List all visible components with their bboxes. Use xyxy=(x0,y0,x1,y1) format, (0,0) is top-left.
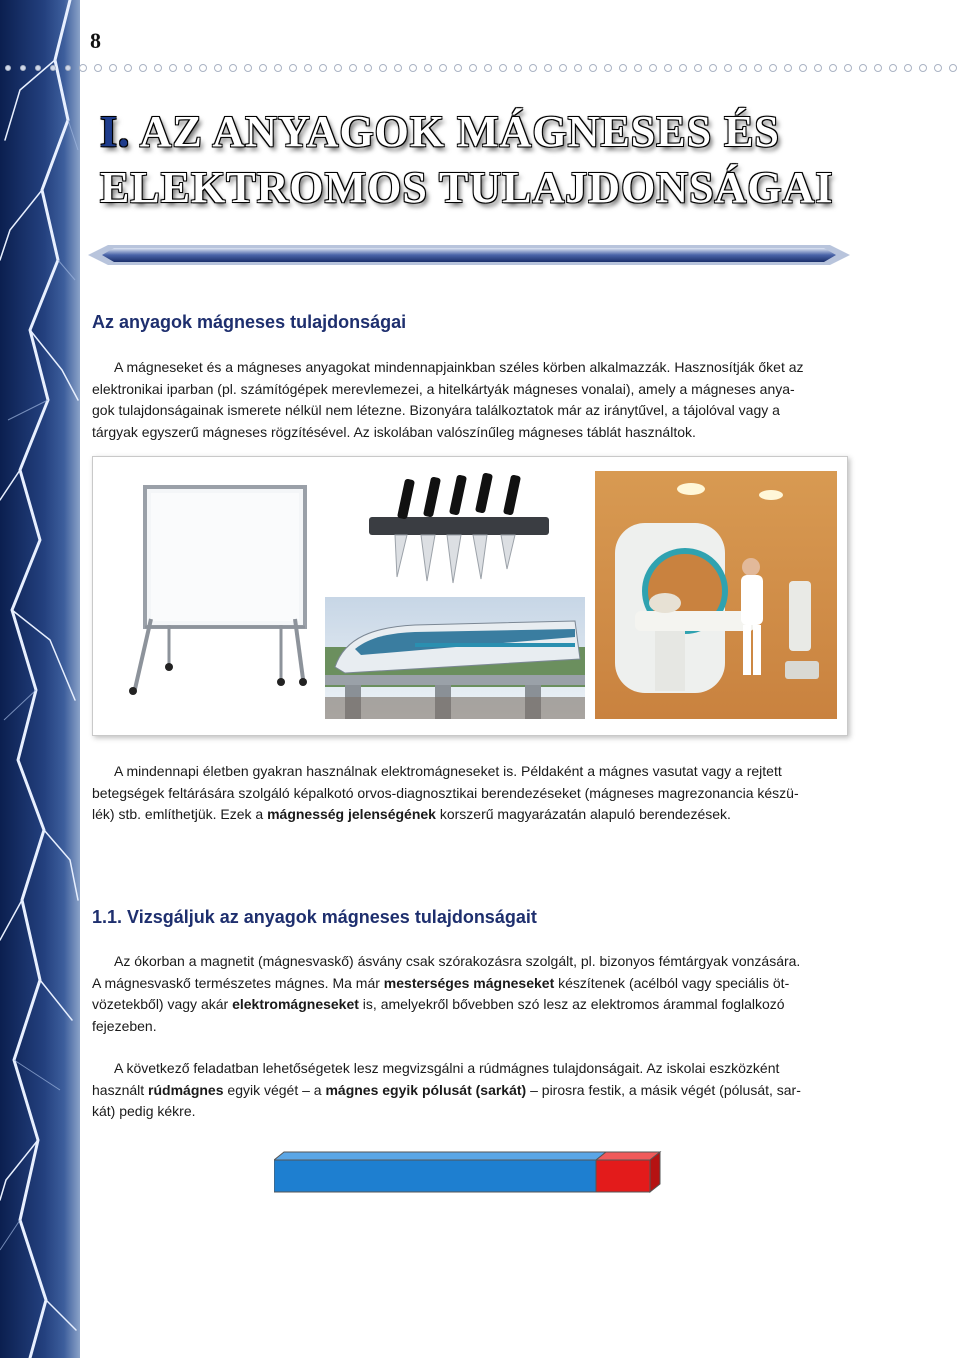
divider-dot xyxy=(455,65,462,72)
lightning-sidebar xyxy=(0,0,80,1358)
intro-line: A mágneseket és a mágneses anyagokat mindennapjainkban széles körben alkalmazzák. Hasznosítják őket az xyxy=(114,359,804,375)
divider-dot xyxy=(935,65,942,72)
lodestone-paragraph xyxy=(92,951,846,1037)
train-photo xyxy=(325,597,585,719)
divider-dot xyxy=(530,65,537,72)
title-underline-bar xyxy=(88,242,850,268)
photo-collage xyxy=(92,456,848,736)
divider-dot xyxy=(350,65,357,72)
bold-term-electromagnets: elektromágneseket xyxy=(232,996,359,1012)
bold-term-artificial-magnets: mesterséges mágneseket xyxy=(383,974,555,991)
divider-dot xyxy=(425,65,432,72)
bar-magnet-line: kát) pedig kékre. xyxy=(92,1103,196,1119)
bar-magnet-red-end xyxy=(596,1152,660,1192)
divider-dot xyxy=(710,65,717,72)
divider-dot xyxy=(275,65,282,72)
divider-dot xyxy=(515,65,522,72)
lodestone-line: fejezeben. xyxy=(92,1017,157,1034)
divider-dot xyxy=(575,65,582,72)
divider-dot xyxy=(66,66,71,71)
divider-dot xyxy=(815,65,822,72)
electromagnet-line-text: korszerű magyarázatán alapuló berendezések. xyxy=(435,806,731,822)
divider-dot xyxy=(950,65,957,72)
section-heading-1-1: 1.1. Vizsgáljuk az anyagok mágneses tulajdonságait xyxy=(92,907,537,927)
divider-dot xyxy=(320,65,327,72)
divider-dot xyxy=(230,65,237,72)
divider-dot xyxy=(125,65,132,72)
divider-dot xyxy=(410,65,417,72)
divider-dot xyxy=(485,65,492,72)
divider-dot xyxy=(785,65,792,72)
divider-dot xyxy=(905,65,912,72)
bar-magnet-line: A következő feladatban lehetőségetek lesz megvizsgálni a rúdmágnes tulajdonságait. Az iskolai eszközként xyxy=(114,1060,780,1076)
bold-term-bar-magnet: rúdmágnes xyxy=(148,1081,224,1098)
divider-dot xyxy=(305,65,312,72)
divider-dot xyxy=(170,65,177,72)
chapter-title-line1: AZ ANYAGOK MÁGNESES ÉS xyxy=(139,107,780,156)
divider-dot xyxy=(680,65,687,72)
divider-dot xyxy=(845,65,852,72)
divider-dot xyxy=(755,65,762,72)
divider-dot xyxy=(440,65,447,72)
divider-dot xyxy=(36,66,41,71)
divider-dot xyxy=(800,65,807,72)
divider-dot xyxy=(725,65,732,72)
bar-magnet-paragraph xyxy=(92,1058,846,1123)
divider-dot xyxy=(635,65,642,72)
divider-dot xyxy=(560,65,567,72)
intro-line: elektronikai iparban (pl. számítógépek merevlemezei, a hitelkártyák mágneses vonalai), amely a mágneses anya- xyxy=(92,380,795,397)
divider-dot xyxy=(470,65,477,72)
divider-dot xyxy=(770,65,777,72)
chapter-number: I. xyxy=(100,107,131,156)
divider-dot xyxy=(500,65,507,72)
whiteboard-photo xyxy=(105,479,315,709)
divider-dot xyxy=(245,65,252,72)
divider-dot xyxy=(380,65,387,72)
intro-paragraph xyxy=(92,357,846,443)
divider-dot xyxy=(920,65,927,72)
divider-dot xyxy=(860,65,867,72)
electromagnet-line: A mindennapi életben gyakran használnak elektromágneseket is. Példaként a mágnes vasutat vagy a rejtett xyxy=(114,763,782,779)
divider-dot xyxy=(6,66,11,71)
divider-dot xyxy=(590,65,597,72)
divider-dot xyxy=(110,65,117,72)
divider-dot xyxy=(695,65,702,72)
section-heading-magnetic-properties: Az anyagok mágneses tulajdonságai xyxy=(92,312,407,332)
intro-line: gok tulajdonságainak ismerete nélkül nem létezne. Bizonyára találkoztatok már az iránytűvel, a tájolóval vagy a xyxy=(92,402,780,418)
bar-magnet-line-text: – pirosra festik, a másik végét (pólusát, sar- xyxy=(526,1081,801,1098)
bold-term-magnet-pole: mágnes egyik pólusát (sarkát) xyxy=(325,1081,527,1098)
divider-dot xyxy=(365,65,372,72)
divider-dot xyxy=(740,65,747,72)
divider-dot xyxy=(665,65,672,72)
divider-dot xyxy=(605,65,612,72)
electromagnet-line: betegségek feltárására szolgáló képalkotó orvos-diagnosztikai berendezéseket (mágneses magrezonancia készü- xyxy=(92,784,799,801)
divider-dot xyxy=(95,65,102,72)
bar-magnet-figure xyxy=(274,1150,666,1198)
lodestone-line: Az ókorban a magnetit (mágnesvaskő) ásvány csak szórakozásra szolgált, pl. bizonyos fémtárgyak vonzására. xyxy=(114,953,801,969)
divider-dot xyxy=(215,65,222,72)
divider-dot xyxy=(545,65,552,72)
bar-magnet-blue-end xyxy=(274,1152,606,1192)
electromagnet-paragraph xyxy=(92,761,846,826)
intro-line: tárgyak egyszerű mágneses rögzítésével. Az iskolában valószínűleg mágneses táblát használtok. xyxy=(92,423,696,440)
bar-magnet-line-text: használt xyxy=(92,1081,149,1098)
divider-dot xyxy=(890,65,897,72)
divider-dot xyxy=(875,65,882,72)
divider-dot xyxy=(395,65,402,72)
chapter-title xyxy=(100,104,860,216)
lodestone-line-text: készítenek (acélból vagy speciális öt- xyxy=(554,974,790,991)
divider-dot xyxy=(80,65,87,72)
knives-photo xyxy=(357,469,553,587)
divider-dot xyxy=(21,66,26,71)
lightning-bolt-icon xyxy=(0,0,80,1358)
chapter-title-line2: ELEKTROMOS TULAJDONSÁGAI xyxy=(100,163,834,212)
lodestone-line-text: is, amelyekről bővebben szó lesz az elektromos árammal foglalkozó xyxy=(358,996,785,1012)
page-number: 8 xyxy=(90,28,101,53)
divider-dot xyxy=(620,65,627,72)
divider-dot xyxy=(200,65,207,72)
lodestone-line-text: vözetekből) vagy akár xyxy=(92,996,233,1012)
lodestone-line-text: A mágnesvaskő természetes mágnes. Ma már xyxy=(92,974,384,991)
electromagnet-line-text: lék) stb. említhetjük. Ezek a xyxy=(92,806,268,822)
divider-dot xyxy=(140,65,147,72)
mri-photo xyxy=(595,471,837,719)
divider-dot xyxy=(335,65,342,72)
bold-term-magnetism: mágnesség jelenségének xyxy=(267,806,436,822)
divider-dot xyxy=(155,65,162,72)
divider-dot xyxy=(290,65,297,72)
bar-magnet-line-text: egyik végét – a xyxy=(223,1081,326,1098)
dotted-divider xyxy=(0,60,960,76)
divider-dot xyxy=(260,65,267,72)
divider-dot xyxy=(650,65,657,72)
divider-dot xyxy=(830,65,837,72)
divider-dot xyxy=(185,65,192,72)
divider-dot xyxy=(51,66,56,71)
